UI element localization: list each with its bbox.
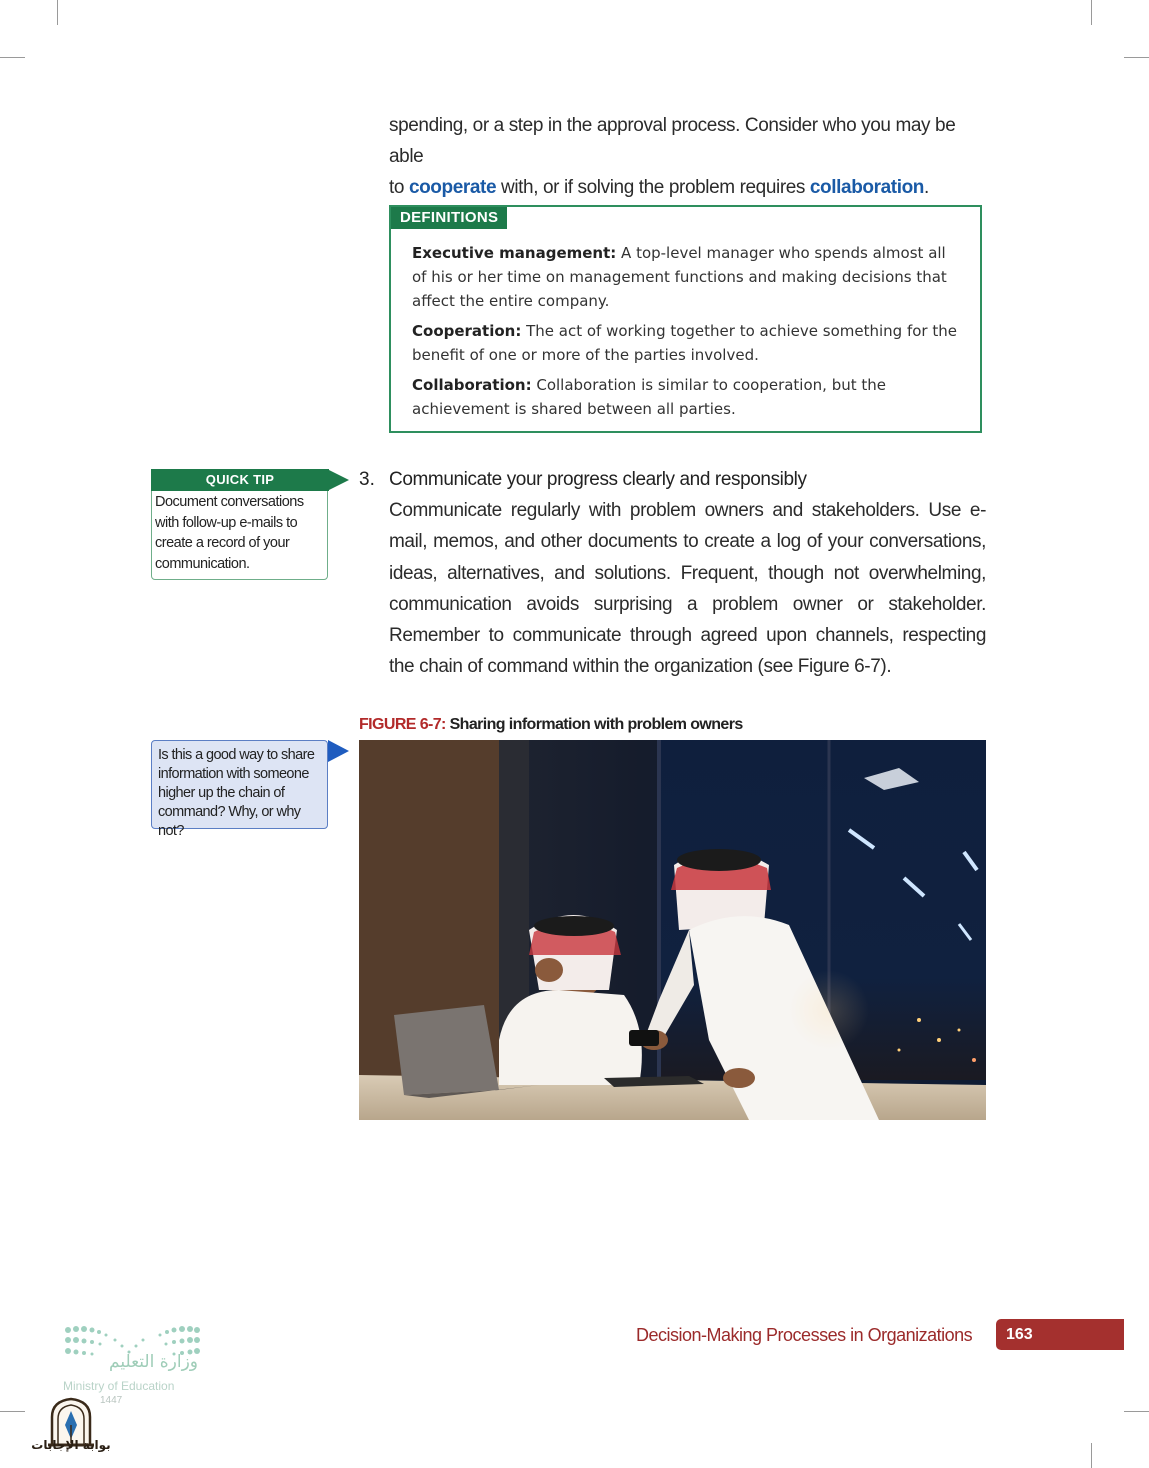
intro-line-2	[389, 172, 986, 203]
definition-term: Collaboration:	[412, 376, 532, 394]
keyword-collaboration[interactable]: collaboration	[809, 177, 924, 198]
definitions-box	[389, 205, 982, 433]
crop-mark	[1091, 1443, 1092, 1468]
crop-mark	[1124, 57, 1149, 58]
crop-mark	[0, 1411, 25, 1412]
running-title: Decision-Making Processes in Organizations	[636, 1325, 973, 1345]
figure-caption	[359, 714, 743, 736]
quick-tip-arrow-icon	[327, 469, 349, 491]
quick-tip-box	[151, 469, 328, 580]
intro-paragraph	[389, 110, 986, 203]
crop-mark	[57, 0, 58, 25]
intro-text: to	[389, 177, 409, 198]
definition-term: Executive management:	[412, 244, 617, 262]
intro-text: .	[923, 177, 929, 198]
step-body: Communicate regularly with problem owners and stakeholders. Use e-mail, memos, and other documents to create a log of your conversations, ideas, alternatives, and solutions. Frequent, though not overwhelming, communication avoids surprising a problem owner or stakeholder. Remember to communicate through agreed upon channels, respecting the chain of command within the organization (see Figure 6-7).	[389, 500, 986, 678]
definition-text: Collaboration is similar to cooperation, but the achievement is shared between all parties.	[412, 376, 886, 418]
office-meeting-photo	[359, 740, 986, 1120]
step-title: Communicate your progress clearly and responsibly	[389, 469, 807, 490]
question-arrow-icon	[328, 740, 349, 762]
step-number: 3.	[359, 469, 375, 490]
question-text: Is this a good way to share information with someone higher up the chain of command? Why, or why not?	[158, 747, 315, 839]
definition-cooperation	[412, 319, 957, 367]
ministry-english-name: Ministry of Education	[63, 1379, 175, 1393]
ministry-arabic-name: وزارة التعليم	[109, 1352, 198, 1372]
intro-text: with, or if solving the problem requires	[496, 177, 810, 198]
site-name: بوابة الإجابات	[31, 1438, 111, 1452]
definition-text: The act of working together to achieve something for the benefit of one or more of the parties involved.	[412, 322, 957, 364]
quick-tip-header: QUICK TIP	[151, 469, 329, 491]
crop-mark	[0, 57, 25, 58]
page-number: 163	[1006, 1326, 1033, 1343]
definition-term: Cooperation:	[412, 322, 522, 340]
definition-executive-management	[412, 241, 957, 313]
figure-caption-text: Sharing information with problem owners	[445, 716, 743, 733]
page-number-tab	[996, 1319, 1124, 1350]
question-box	[151, 740, 328, 839]
definition-collaboration	[412, 373, 957, 421]
quick-tip-text: Document conversations with follow-up e-mails to create a record of your communication.	[155, 494, 304, 572]
figure-number: FIGURE 6-7:	[359, 716, 446, 733]
figure-photo	[359, 740, 986, 1120]
ministry-year: 1447	[100, 1395, 123, 1406]
intro-line-1: spending, or a step in the approval process. Consider who you may be able	[389, 115, 956, 167]
crop-mark	[1124, 1411, 1149, 1412]
keyword-cooperate[interactable]: cooperate	[408, 177, 497, 198]
definition-text: A top-level manager who spends almost all of his or her time on management functions and making decisions that affect the entire company.	[412, 244, 947, 310]
crop-mark	[1091, 0, 1092, 25]
definitions-label: DEFINITIONS	[391, 207, 507, 229]
